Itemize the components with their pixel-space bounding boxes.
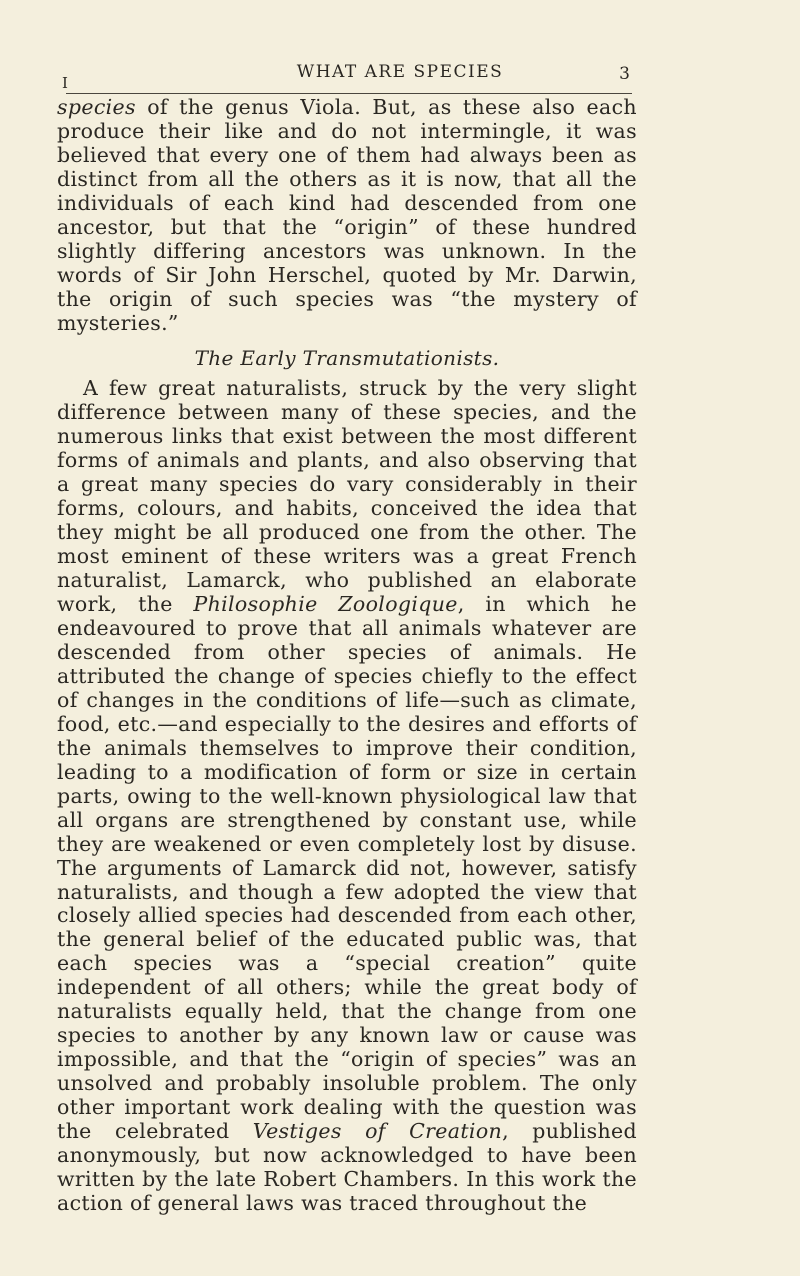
paragraph-1-italic-lead: species <box>57 95 136 119</box>
paragraph-1 <box>57 96 637 336</box>
work-title-philosophie-zoologique: Philosophie Zoologique <box>193 592 458 617</box>
chapter-number: I <box>62 74 68 92</box>
header-rule <box>66 93 632 94</box>
running-head: WHAT ARE SPECIES <box>296 62 504 82</box>
section-heading: The Early Transmutationists. <box>194 345 500 370</box>
paragraph-2-part-2: , in which he endeavoured to prove that all animals whatever are descended from other species of animals. He attributed the change of species chiefly to the effect of changes in the conditions of life—such as climate, food, etc.—and especially to the desires and efforts of the animals themselves to improve their condition, leading to a modification of form or size in certain parts, owing to the well-known physiological law that all organs are strengthened by constant use, while they are weakened or even completely lost by disuse. The arguments of Lamarck did not, however, satisfy naturalists, and though a few adopted the view that closely allied species had descended from each other, the general belief of the educated public was, that each species was a “special creation” quite independent of all others; while the great body of naturalists equally held, that the change from one species to another by any known law or cause was impossible, and that the “origin of species” was an unsolved and probably insoluble problem. The only other important work dealing with the question was the celebrated <box>57 592 638 1144</box>
page-number: 3 <box>619 64 630 84</box>
paragraph-2-part-3: , published anonymously, but now acknowledged to have been written by the late Robert Chambers. In this work the action of general laws was traced throughout the <box>57 1119 637 1215</box>
work-title-vestiges-of-creation: Vestiges of Creation <box>252 1119 503 1144</box>
page-header <box>0 62 800 92</box>
paragraph-1-text: of the genus Viola. But, as these also each produce their like and do not intermingle, it was believed that every one of them had always been as distinct from all the others as it is now, that all the individuals of each kind had descended from one ancestor, but that the “origin” of these hundred slightly differing ancestors was unknown. In the words of Sir John Herschel, quoted by Mr. Darwin, the origin of such species was “the mystery of mysteries.” <box>57 95 637 335</box>
paragraph-2 <box>57 377 637 1215</box>
paragraph-2-part-1: A few great naturalists, struck by the very slight difference between many of these species, and the numerous links that exist between the most different forms of animals and plants, and also observing that a great many species do vary considerably in their forms, colours, and habits, conceived the idea that they might be all produced one from the other. The most eminent of these writers was a great French naturalist, Lamarck, who published an elaborate work, the <box>57 376 637 617</box>
body-text <box>57 96 637 1216</box>
